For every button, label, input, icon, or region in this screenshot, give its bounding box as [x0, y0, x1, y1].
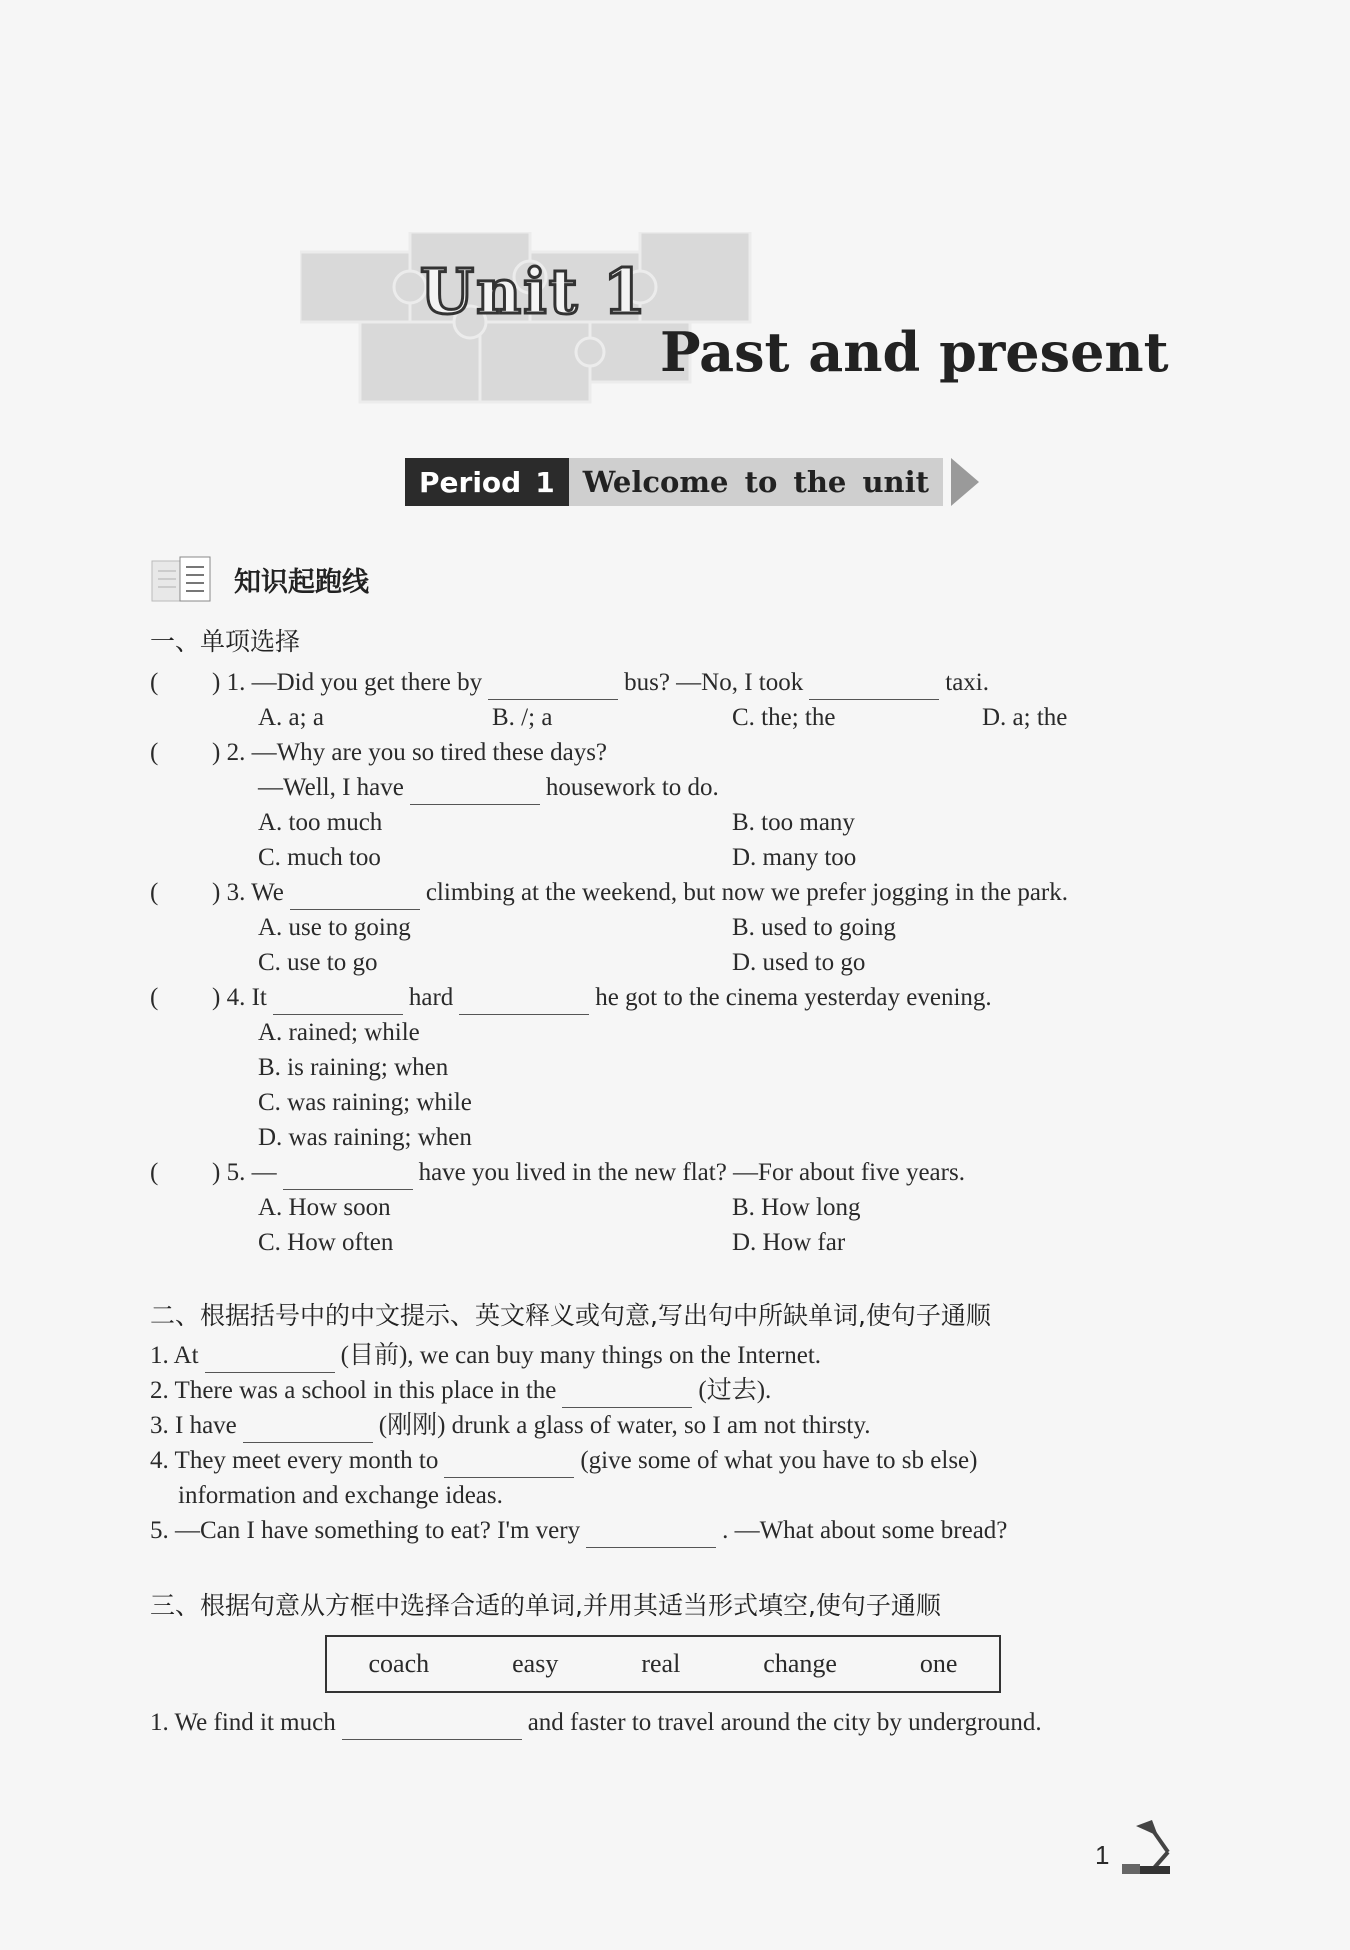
- arrow-right-icon: [951, 458, 979, 506]
- answer-blank[interactable]: [586, 1521, 716, 1548]
- q3-option-c: C. use to go: [258, 949, 378, 976]
- q4-option-b: B. is raining; when: [258, 1054, 449, 1081]
- period-number: 1: [535, 465, 555, 499]
- q5-option-a: A. How soon: [258, 1194, 391, 1221]
- period-label: Period: [419, 465, 522, 499]
- answer-blank[interactable]: [444, 1451, 574, 1478]
- q5-option-c: C. How often: [258, 1229, 394, 1256]
- period-label-box: [405, 458, 569, 506]
- word-item: easy: [512, 1649, 559, 1678]
- fill-sentence-1: 1. At (目前), we can buy many things on the Internet.: [150, 1338, 821, 1373]
- q4-option-a: A. rained; while: [258, 1019, 420, 1046]
- q3-option-b: B. used to going: [732, 914, 896, 941]
- answer-blank[interactable]: [459, 988, 589, 1015]
- book-icon: [150, 555, 216, 605]
- part1-heading: 一、单项选择: [150, 627, 301, 656]
- answer-paren: (: [150, 879, 159, 906]
- answer-blank[interactable]: [488, 673, 618, 700]
- unit-subtitle: Past and present: [660, 320, 1169, 384]
- fill-sentence-4-cont: information and exchange ideas.: [178, 1482, 503, 1509]
- word-item: change: [763, 1649, 837, 1678]
- answer-blank[interactable]: [273, 988, 403, 1015]
- period-title: Welcome to the unit: [569, 458, 943, 506]
- answer-blank[interactable]: [243, 1416, 373, 1443]
- q2-option-b: B. too many: [732, 809, 855, 836]
- answer-blank[interactable]: [562, 1381, 692, 1408]
- fill-sentence-4: 4. They meet every month to (give some of what you have to sb else): [150, 1443, 977, 1478]
- question-3: ) 3. We climbing at the weekend, but now we prefer jogging in the park.: [212, 875, 1068, 910]
- word-item: real: [641, 1649, 681, 1678]
- answer-blank[interactable]: [283, 1163, 413, 1190]
- answer-paren: (: [150, 984, 159, 1011]
- answer-blank[interactable]: [809, 673, 939, 700]
- question-2-line2: —Well, I have housework to do.: [258, 770, 719, 805]
- page-number: 1: [1095, 1840, 1110, 1870]
- q3-option-a: A. use to going: [258, 914, 411, 941]
- answer-blank[interactable]: [342, 1713, 522, 1740]
- q3-option-d: D. used to go: [732, 949, 866, 976]
- q5-option-b: B. How long: [732, 1194, 861, 1221]
- q2-option-d: D. many too: [732, 844, 857, 871]
- q4-option-c: C. was raining; while: [258, 1089, 472, 1116]
- answer-paren: (: [150, 669, 159, 696]
- question-5: ) 5. — have you lived in the new flat? —For about five years.: [212, 1155, 965, 1190]
- answer-paren: (: [150, 1159, 159, 1186]
- word-item: coach: [368, 1649, 430, 1678]
- question-2: ) 2. —Why are you so tired these days?: [212, 739, 608, 766]
- word-box: [325, 1635, 1001, 1693]
- q2-option-c: C. much too: [258, 844, 381, 871]
- unit-title: Unit 1: [420, 255, 649, 328]
- q1-option-a: A. a; a: [258, 704, 324, 731]
- desk-lamp-icon: [1118, 1818, 1178, 1878]
- period-banner: [405, 458, 979, 506]
- q1-option-d: D. a; the: [982, 704, 1068, 731]
- part2-heading: 二、根据括号中的中文提示、英文释义或句意,写出句中所缺单词,使句子通顺: [150, 1301, 991, 1330]
- answer-paren: (: [150, 739, 159, 766]
- word-item: one: [919, 1649, 958, 1678]
- question-4: ) 4. It hard he got to the cinema yesterday evening.: [212, 980, 992, 1015]
- word-sentence-1: 1. We find it much and faster to travel around the city by underground.: [150, 1705, 1042, 1740]
- part3-heading: 三、根据句意从方框中选择合适的单词,并用其适当形式填空,使句子通顺: [150, 1591, 941, 1620]
- fill-sentence-2: 2. There was a school in this place in the (过去).: [150, 1373, 771, 1408]
- answer-blank[interactable]: [410, 778, 540, 805]
- q1-option-b: B. /; a: [492, 704, 553, 731]
- fill-sentence-3: 3. I have (刚刚) drunk a glass of water, so I am not thirsty.: [150, 1408, 871, 1443]
- q5-option-d: D. How far: [732, 1229, 846, 1256]
- q4-option-d: D. was raining; when: [258, 1124, 472, 1151]
- answer-blank[interactable]: [290, 883, 420, 910]
- question-1: ) 1. —Did you get there by bus? —No, I took taxi.: [212, 665, 989, 700]
- section-title: 知识起跑线: [234, 567, 369, 598]
- answer-blank[interactable]: [205, 1346, 335, 1373]
- fill-sentence-5: 5. —Can I have something to eat? I'm very . —What about some bread?: [150, 1513, 1007, 1548]
- q2-option-a: A. too much: [258, 809, 383, 836]
- q1-option-c: C. the; the: [732, 704, 836, 731]
